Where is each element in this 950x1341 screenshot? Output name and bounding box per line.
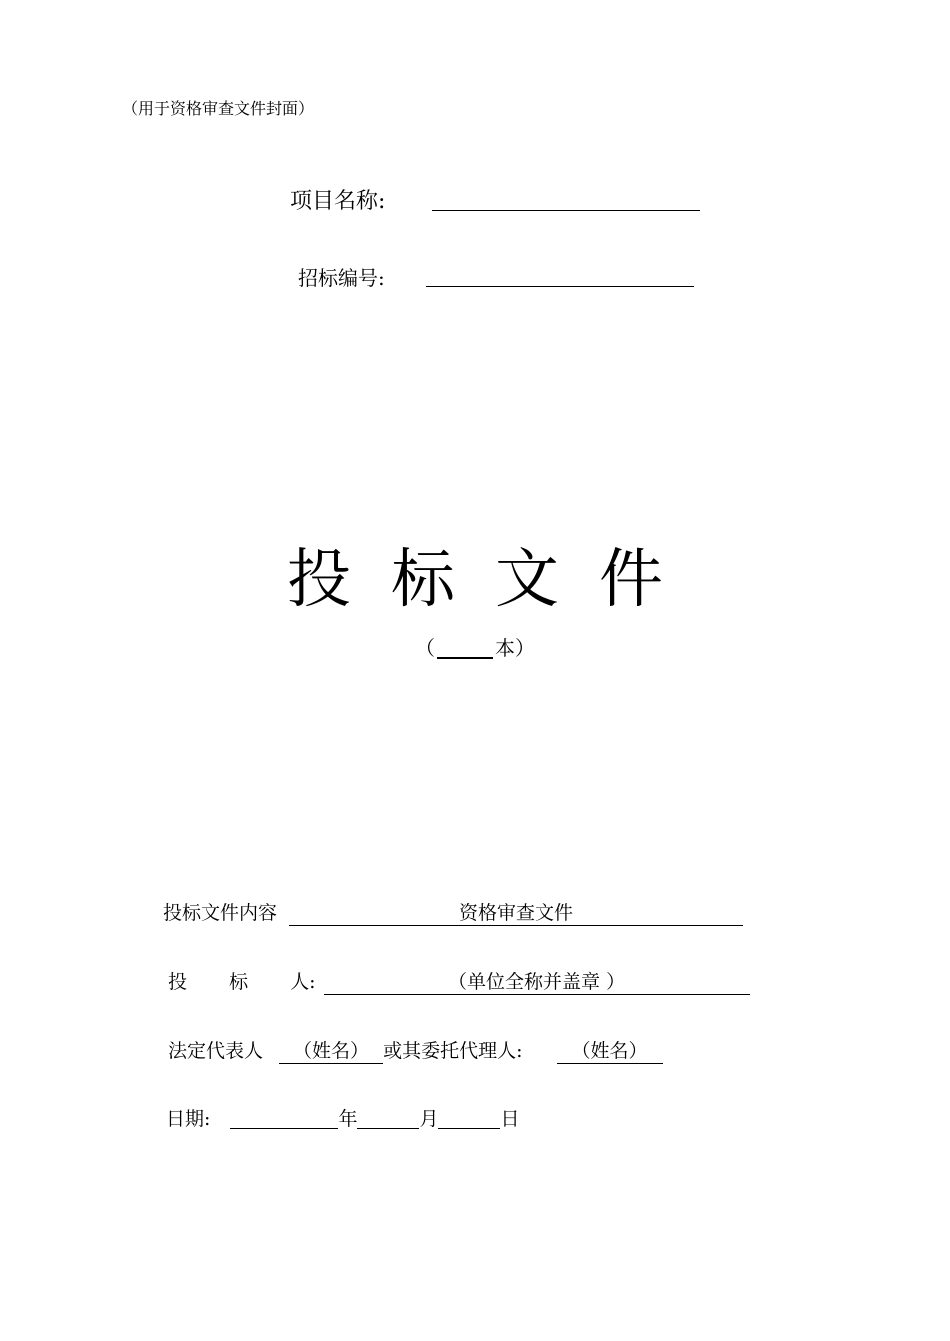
legal-rep-row — [168, 1036, 663, 1064]
copies-count-blank — [437, 639, 493, 659]
year-label: 年 — [338, 1108, 358, 1130]
bidder-label-char-2: 标 — [229, 971, 249, 993]
bidder-value: （单位全称并盖章 ） — [324, 967, 750, 995]
content-value: 资格审查文件 — [289, 898, 743, 926]
date-label: 日期: — [166, 1108, 211, 1130]
cover-usage-note: （用于资格审查文件封面） — [122, 99, 315, 118]
month-blank — [357, 1106, 419, 1129]
date-row — [166, 1104, 520, 1131]
project-name-label: 项目名称: — [290, 189, 386, 214]
tender-number-blank — [426, 286, 694, 287]
agent-value: （姓名） — [557, 1036, 663, 1064]
bidder-label-char-3: 人: — [290, 971, 316, 993]
agent-label: 或其委托代理人: — [383, 1040, 523, 1062]
bidder-label-char-1: 投 — [168, 971, 188, 993]
document-title: 投标文件 — [287, 543, 703, 617]
year-blank — [230, 1106, 338, 1129]
copies-suffix: 本） — [495, 636, 535, 660]
copies-open-paren: （ — [415, 636, 435, 660]
legal-rep-value: （姓名） — [279, 1036, 383, 1064]
project-name-blank — [432, 210, 700, 211]
tender-number-label: 招标编号: — [298, 266, 385, 290]
month-label: 月 — [419, 1108, 439, 1130]
day-blank — [438, 1106, 500, 1129]
bidder-row — [168, 967, 750, 995]
content-label: 投标文件内容 — [163, 902, 278, 924]
day-label: 日 — [500, 1108, 520, 1130]
legal-rep-label: 法定代表人 — [168, 1040, 264, 1062]
content-row — [163, 898, 743, 926]
copies-indicator — [0, 632, 950, 661]
